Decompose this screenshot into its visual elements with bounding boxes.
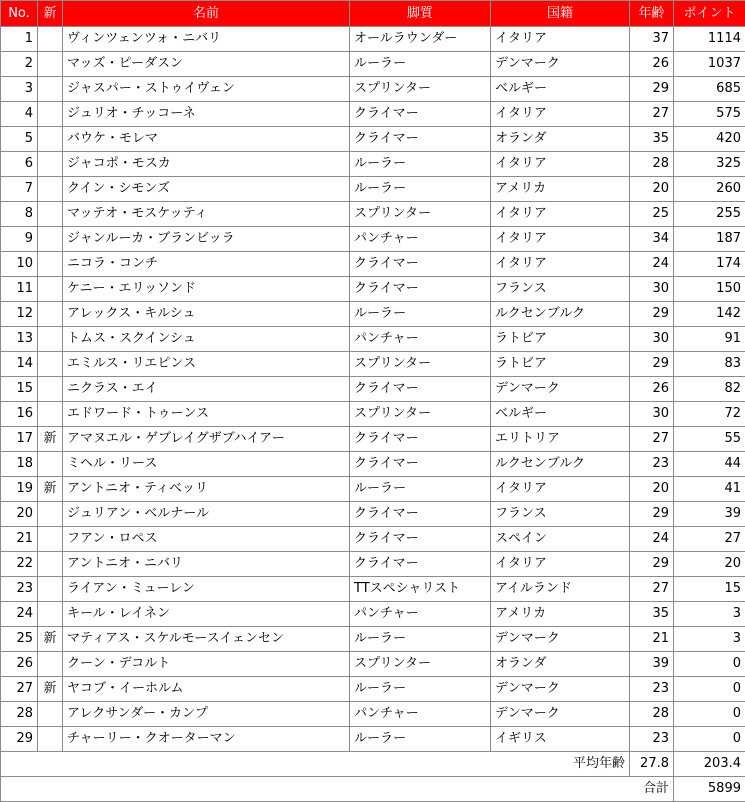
cell-age[interactable]: 23 — [630, 452, 674, 477]
cell-type[interactable]: ルーラー — [350, 177, 491, 202]
header-no[interactable]: No. — [1, 1, 38, 27]
cell-points[interactable]: 55 — [674, 427, 745, 452]
cell-no[interactable]: 15 — [1, 377, 38, 402]
cell-type[interactable]: スプリンター — [350, 352, 491, 377]
cell-type[interactable]: パンチャー — [350, 327, 491, 352]
cell-nationality[interactable]: フランス — [491, 502, 630, 527]
cell-age[interactable]: 29 — [630, 502, 674, 527]
cell-new[interactable] — [38, 27, 63, 52]
cell-new[interactable] — [38, 77, 63, 102]
table-row — [1, 527, 745, 552]
table-row — [1, 727, 745, 752]
cell-new[interactable]: 新 — [38, 427, 63, 452]
average-row — [1, 752, 745, 777]
cell-type[interactable]: クライマー — [350, 127, 491, 152]
cell-age[interactable]: 27 — [630, 102, 674, 127]
table-row — [1, 327, 745, 352]
table-row — [1, 27, 745, 52]
cell-type[interactable]: ルーラー — [350, 627, 491, 652]
cell-nationality[interactable]: イギリス — [491, 727, 630, 752]
cell-age[interactable]: 30 — [630, 402, 674, 427]
cell-age[interactable]: 24 — [630, 252, 674, 277]
cell-name[interactable]: ヤコブ・イーホルム — [63, 677, 350, 702]
cell-type[interactable]: クライマー — [350, 102, 491, 127]
cell-new[interactable] — [38, 602, 63, 627]
cell-new[interactable] — [38, 227, 63, 252]
cell-no[interactable]: 29 — [1, 727, 38, 752]
cell-age[interactable]: 26 — [630, 52, 674, 77]
cell-name[interactable]: アマヌエル・ゲブレイグザブハイアー — [63, 427, 350, 452]
cell-no[interactable]: 21 — [1, 527, 38, 552]
table-row — [1, 202, 745, 227]
cell-no[interactable]: 26 — [1, 652, 38, 677]
cell-type[interactable]: クライマー — [350, 427, 491, 452]
cell-name[interactable]: ジャコポ・モスカ — [63, 152, 350, 177]
cell-type[interactable]: ルーラー — [350, 477, 491, 502]
cell-new[interactable] — [38, 452, 63, 477]
cell-nationality[interactable]: イタリア — [491, 102, 630, 127]
cell-type[interactable]: パンチャー — [350, 702, 491, 727]
table-row — [1, 227, 745, 252]
cell-new[interactable] — [38, 252, 63, 277]
cell-new[interactable] — [38, 277, 63, 302]
header-points[interactable]: ポイント — [674, 1, 745, 27]
cell-new[interactable] — [38, 502, 63, 527]
cell-name[interactable]: ジュリアン・ベルナール — [63, 502, 350, 527]
cell-age[interactable]: 24 — [630, 527, 674, 552]
cell-age[interactable]: 21 — [630, 627, 674, 652]
cell-no[interactable]: 17 — [1, 427, 38, 452]
cell-points[interactable]: 325 — [674, 152, 745, 177]
cell-nationality[interactable]: イタリア — [491, 227, 630, 252]
cell-no[interactable]: 22 — [1, 552, 38, 577]
table-row — [1, 477, 745, 502]
cell-nationality[interactable]: デンマーク — [491, 627, 630, 652]
average-label[interactable]: 平均年齢 — [1, 752, 630, 777]
cell-nationality[interactable]: オランダ — [491, 127, 630, 152]
cell-nationality[interactable]: デンマーク — [491, 377, 630, 402]
cell-age[interactable]: 28 — [630, 702, 674, 727]
table-row — [1, 252, 745, 277]
cell-no[interactable]: 27 — [1, 677, 38, 702]
table-row — [1, 77, 745, 102]
cell-points[interactable]: 27 — [674, 527, 745, 552]
table-row — [1, 552, 745, 577]
cell-new[interactable]: 新 — [38, 677, 63, 702]
cell-name[interactable]: ニクラス・エイ — [63, 377, 350, 402]
cell-points[interactable]: 15 — [674, 577, 745, 602]
cell-new[interactable] — [38, 102, 63, 127]
cell-age[interactable]: 30 — [630, 327, 674, 352]
cell-name[interactable]: アントニオ・ニバリ — [63, 552, 350, 577]
cell-new[interactable] — [38, 177, 63, 202]
cell-new[interactable] — [38, 527, 63, 552]
cell-name[interactable]: マッテオ・モスケッティ — [63, 202, 350, 227]
cell-nationality[interactable]: イタリア — [491, 252, 630, 277]
cell-name[interactable]: キール・レイネン — [63, 602, 350, 627]
cell-type[interactable]: ルーラー — [350, 52, 491, 77]
cell-new[interactable] — [38, 402, 63, 427]
cell-age[interactable]: 27 — [630, 577, 674, 602]
cell-new[interactable] — [38, 127, 63, 152]
header-row — [1, 1, 745, 27]
cell-name[interactable]: トムス・スクインシュ — [63, 327, 350, 352]
cell-age[interactable]: 28 — [630, 152, 674, 177]
cell-points[interactable]: 44 — [674, 452, 745, 477]
cell-new[interactable]: 新 — [38, 477, 63, 502]
cell-age[interactable]: 27 — [630, 427, 674, 452]
cell-new[interactable] — [38, 327, 63, 352]
cell-no[interactable]: 14 — [1, 352, 38, 377]
cell-nationality[interactable]: ルクセンブルク — [491, 302, 630, 327]
cell-new[interactable] — [38, 202, 63, 227]
header-new[interactable]: 新 — [38, 1, 63, 27]
header-nationality[interactable]: 国籍 — [491, 1, 630, 27]
cell-nationality[interactable]: アメリカ — [491, 177, 630, 202]
cell-name[interactable]: エドワード・トゥーンス — [63, 402, 350, 427]
cell-points[interactable]: 0 — [674, 702, 745, 727]
cell-nationality[interactable]: エリトリア — [491, 427, 630, 452]
table-row — [1, 177, 745, 202]
cell-nationality[interactable]: イタリア — [491, 27, 630, 52]
cell-points[interactable]: 39 — [674, 502, 745, 527]
table-row — [1, 577, 745, 602]
cell-points[interactable]: 91 — [674, 327, 745, 352]
cell-points[interactable]: 174 — [674, 252, 745, 277]
header-name[interactable]: 名前 — [63, 1, 350, 27]
cell-no[interactable]: 4 — [1, 102, 38, 127]
cell-type[interactable]: クライマー — [350, 452, 491, 477]
cell-points[interactable]: 260 — [674, 177, 745, 202]
cell-points[interactable]: 0 — [674, 677, 745, 702]
cell-new[interactable] — [38, 52, 63, 77]
cell-nationality[interactable]: ベルギー — [491, 77, 630, 102]
cell-no[interactable]: 10 — [1, 252, 38, 277]
table-row — [1, 602, 745, 627]
cell-nationality[interactable]: ラトビア — [491, 327, 630, 352]
cell-points[interactable]: 0 — [674, 652, 745, 677]
cell-type[interactable]: パンチャー — [350, 602, 491, 627]
cell-points[interactable]: 1037 — [674, 52, 745, 77]
average-age[interactable]: 27.8 — [630, 752, 674, 777]
table-row — [1, 452, 745, 477]
cell-points[interactable]: 41 — [674, 477, 745, 502]
cell-no[interactable]: 11 — [1, 277, 38, 302]
cell-no[interactable]: 25 — [1, 627, 38, 652]
cell-no[interactable]: 13 — [1, 327, 38, 352]
cell-no[interactable]: 24 — [1, 602, 38, 627]
cell-new[interactable]: 新 — [38, 627, 63, 652]
total-row — [1, 777, 745, 802]
cell-age[interactable]: 35 — [630, 602, 674, 627]
roster-body — [1, 27, 745, 752]
cell-no[interactable]: 20 — [1, 502, 38, 527]
cell-new[interactable] — [38, 152, 63, 177]
cell-nationality[interactable]: イタリア — [491, 202, 630, 227]
cell-new[interactable] — [38, 552, 63, 577]
cell-age[interactable]: 30 — [630, 277, 674, 302]
cell-name[interactable]: エミルス・リエピンス — [63, 352, 350, 377]
cell-points[interactable]: 420 — [674, 127, 745, 152]
table-row — [1, 377, 745, 402]
table-row — [1, 502, 745, 527]
table-row — [1, 302, 745, 327]
cell-no[interactable]: 18 — [1, 452, 38, 477]
table-row — [1, 677, 745, 702]
cell-type[interactable]: クライマー — [350, 527, 491, 552]
cell-type[interactable]: ルーラー — [350, 677, 491, 702]
cell-age[interactable]: 26 — [630, 377, 674, 402]
table-row — [1, 702, 745, 727]
cell-nationality[interactable]: フランス — [491, 277, 630, 302]
table-row — [1, 277, 745, 302]
cell-points[interactable]: 82 — [674, 377, 745, 402]
cell-points[interactable]: 0 — [674, 727, 745, 752]
cell-name[interactable]: アントニオ・ティベッリ — [63, 477, 350, 502]
cell-points[interactable]: 150 — [674, 277, 745, 302]
total-label[interactable]: 合計 — [1, 777, 674, 802]
cell-name[interactable]: アレックス・キルシュ — [63, 302, 350, 327]
cell-name[interactable]: アレクサンダー・カンプ — [63, 702, 350, 727]
cell-name[interactable]: マッズ・ピーダスン — [63, 52, 350, 77]
cell-no[interactable]: 1 — [1, 27, 38, 52]
cell-type[interactable]: クライマー — [350, 377, 491, 402]
cell-type[interactable]: クライマー — [350, 552, 491, 577]
cell-age[interactable]: 34 — [630, 227, 674, 252]
header-type[interactable]: 脚質 — [350, 1, 491, 27]
table-row — [1, 652, 745, 677]
cell-name[interactable]: ヴィンツェンツォ・ニバリ — [63, 27, 350, 52]
table-row — [1, 102, 745, 127]
cell-nationality[interactable]: オランダ — [491, 652, 630, 677]
cell-type[interactable]: パンチャー — [350, 227, 491, 252]
cell-age[interactable]: 35 — [630, 127, 674, 152]
cell-points[interactable]: 72 — [674, 402, 745, 427]
cell-name[interactable]: ライアン・ミューレン — [63, 577, 350, 602]
total-points[interactable]: 5899 — [674, 777, 745, 802]
cell-age[interactable]: 29 — [630, 552, 674, 577]
cell-age[interactable]: 20 — [630, 177, 674, 202]
cell-nationality[interactable]: イタリア — [491, 477, 630, 502]
cell-nationality[interactable]: デンマーク — [491, 702, 630, 727]
table-row — [1, 52, 745, 77]
cell-type[interactable]: スプリンター — [350, 402, 491, 427]
cell-new[interactable] — [38, 652, 63, 677]
cell-age[interactable]: 25 — [630, 202, 674, 227]
cell-name[interactable]: フアン・ロペス — [63, 527, 350, 552]
cell-name[interactable]: ジャンルーカ・ブランビッラ — [63, 227, 350, 252]
cell-points[interactable]: 83 — [674, 352, 745, 377]
cell-new[interactable] — [38, 352, 63, 377]
cell-type[interactable]: ルーラー — [350, 302, 491, 327]
cell-type[interactable]: クライマー — [350, 252, 491, 277]
cell-no[interactable]: 19 — [1, 477, 38, 502]
cell-points[interactable]: 685 — [674, 77, 745, 102]
cell-name[interactable]: チャーリー・クオーターマン — [63, 727, 350, 752]
cell-nationality[interactable]: イタリア — [491, 152, 630, 177]
table-row — [1, 352, 745, 377]
cell-type[interactable]: スプリンター — [350, 202, 491, 227]
cell-age[interactable]: 20 — [630, 477, 674, 502]
cell-name[interactable]: ケニー・エリッソンド — [63, 277, 350, 302]
cell-age[interactable]: 23 — [630, 677, 674, 702]
cell-points[interactable]: 187 — [674, 227, 745, 252]
cell-no[interactable]: 3 — [1, 77, 38, 102]
cell-name[interactable]: バウケ・モレマ — [63, 127, 350, 152]
cell-no[interactable]: 5 — [1, 127, 38, 152]
cell-name[interactable]: ミヘル・リース — [63, 452, 350, 477]
average-points[interactable]: 203.4 — [674, 752, 745, 777]
table-row — [1, 627, 745, 652]
cell-no[interactable]: 28 — [1, 702, 38, 727]
cell-age[interactable]: 23 — [630, 727, 674, 752]
cell-type[interactable]: ルーラー — [350, 727, 491, 752]
cell-no[interactable]: 2 — [1, 52, 38, 77]
cell-age[interactable]: 29 — [630, 352, 674, 377]
table-row — [1, 152, 745, 177]
cell-age[interactable]: 29 — [630, 77, 674, 102]
cell-no[interactable]: 9 — [1, 227, 38, 252]
cell-type[interactable]: スプリンター — [350, 652, 491, 677]
cell-points[interactable]: 575 — [674, 102, 745, 127]
cell-name[interactable]: ニコラ・コンチ — [63, 252, 350, 277]
cell-age[interactable]: 37 — [630, 27, 674, 52]
cell-type[interactable]: オールラウンダー — [350, 27, 491, 52]
cell-no[interactable]: 8 — [1, 202, 38, 227]
cell-nationality[interactable]: ベルギー — [491, 402, 630, 427]
cell-no[interactable]: 6 — [1, 152, 38, 177]
table-row — [1, 427, 745, 452]
cell-name[interactable]: マティアス・スケルモースイェンセン — [63, 627, 350, 652]
cell-name[interactable]: ジャスパー・ストゥイヴェン — [63, 77, 350, 102]
cell-new[interactable] — [38, 377, 63, 402]
cell-points[interactable]: 3 — [674, 627, 745, 652]
cell-name[interactable]: クーン・デコルト — [63, 652, 350, 677]
cell-points[interactable]: 142 — [674, 302, 745, 327]
cell-new[interactable] — [38, 727, 63, 752]
cell-nationality[interactable]: アメリカ — [491, 602, 630, 627]
cell-nationality[interactable]: デンマーク — [491, 52, 630, 77]
cell-no[interactable]: 12 — [1, 302, 38, 327]
cell-nationality[interactable]: ラトビア — [491, 352, 630, 377]
cell-type[interactable]: TTスペシャリスト — [350, 577, 491, 602]
cell-nationality[interactable]: スペイン — [491, 527, 630, 552]
cell-new[interactable] — [38, 577, 63, 602]
header-age[interactable]: 年齢 — [630, 1, 674, 27]
cell-new[interactable] — [38, 302, 63, 327]
cell-type[interactable]: クライマー — [350, 502, 491, 527]
cell-points[interactable]: 1114 — [674, 27, 745, 52]
cell-nationality[interactable]: アイルランド — [491, 577, 630, 602]
cell-no[interactable]: 16 — [1, 402, 38, 427]
cell-nationality[interactable]: イタリア — [491, 552, 630, 577]
cell-no[interactable]: 7 — [1, 177, 38, 202]
cell-age[interactable]: 29 — [630, 302, 674, 327]
cell-points[interactable]: 255 — [674, 202, 745, 227]
cell-name[interactable]: クイン・シモンズ — [63, 177, 350, 202]
cell-points[interactable]: 20 — [674, 552, 745, 577]
cell-nationality[interactable]: デンマーク — [491, 677, 630, 702]
cell-name[interactable]: ジュリオ・チッコーネ — [63, 102, 350, 127]
table-row — [1, 402, 745, 427]
cell-type[interactable]: ルーラー — [350, 152, 491, 177]
cell-points[interactable]: 3 — [674, 602, 745, 627]
cell-nationality[interactable]: ルクセンブルク — [491, 452, 630, 477]
cell-new[interactable] — [38, 702, 63, 727]
cell-age[interactable]: 39 — [630, 652, 674, 677]
cell-no[interactable]: 23 — [1, 577, 38, 602]
cell-type[interactable]: スプリンター — [350, 77, 491, 102]
table-row — [1, 127, 745, 152]
cell-type[interactable]: クライマー — [350, 277, 491, 302]
